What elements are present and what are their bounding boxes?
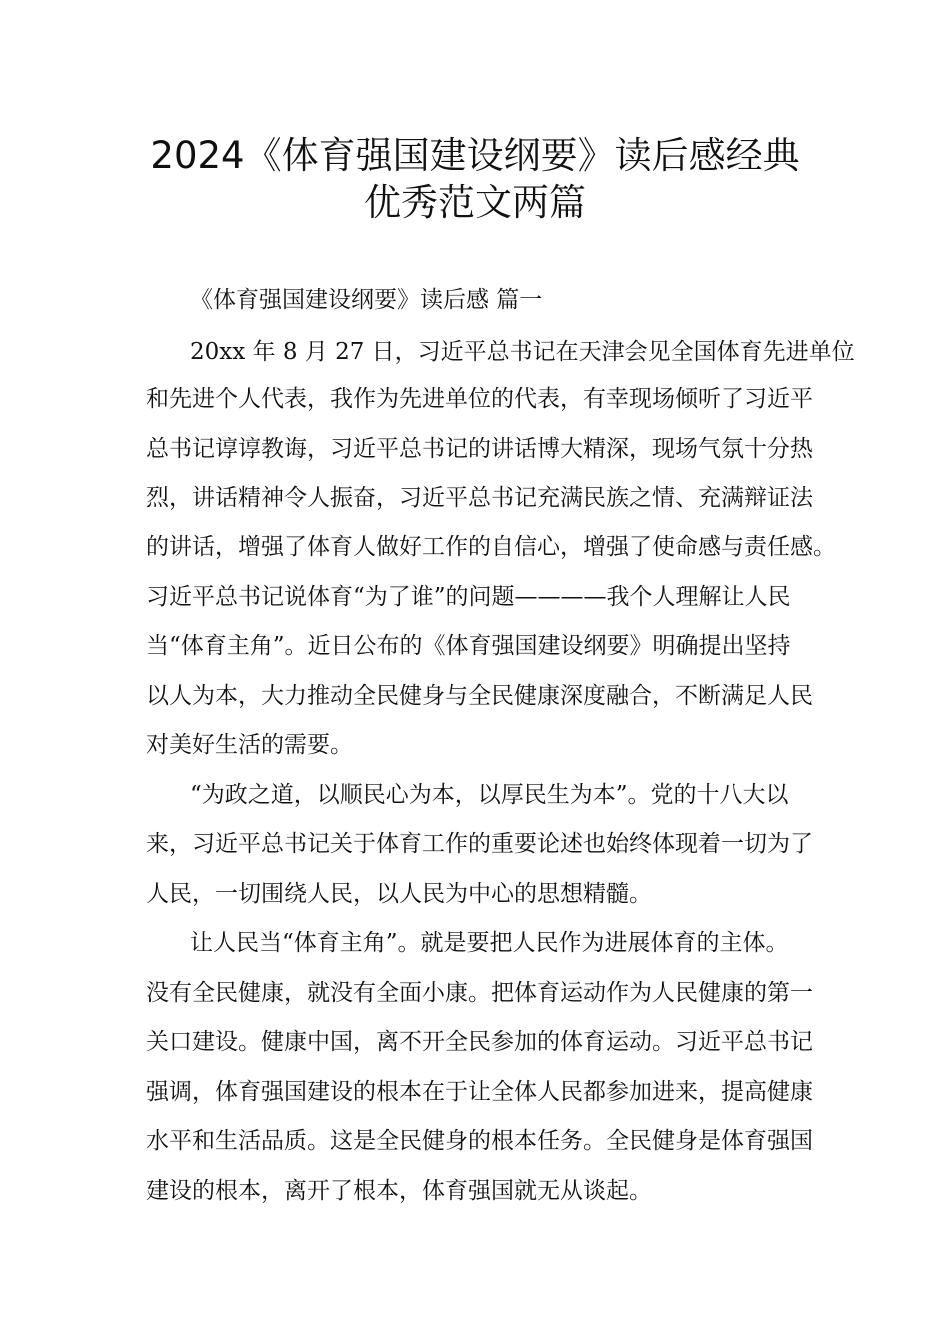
body-line: 20xx 年 8 月 27 日，习近平总书记在天津会见全国体育先进单位	[190, 339, 855, 365]
section-heading: 《体育强国建设纲要》读后感 篇一	[190, 287, 543, 313]
body-line: 建设的根本，离开了根本，体育强国就无从谈起。	[146, 1178, 652, 1204]
body-line: 人民，一切围绕人民，以人民为中心的思想精髓。	[146, 881, 652, 907]
document-title-line-2: 优秀范文两篇	[364, 181, 586, 224]
document-title-line-1: 2024《体育强国建设纲要》读后感经典	[150, 134, 800, 177]
body-line: 强调，体育强国建设的根本在于让全体人民都参加进来，提高健康	[146, 1079, 813, 1105]
body-line: 水平和生活品质。这是全民健身的根本任务。全民健身是体育强国	[146, 1128, 813, 1154]
body-line: 以人为本，大力推动全民健身与全民健康深度融合，不断满足人民	[146, 683, 813, 709]
body-line: 关口建设。健康中国，离不开全民参加的体育运动。习近平总书记	[146, 1029, 813, 1055]
body-line: 总书记谆谆教诲，习近平总书记的讲话博大精深，现场气氛十分热	[146, 436, 813, 462]
body-line: 对美好生活的需要。	[146, 732, 353, 758]
body-line: 的讲话，增强了体育人做好工作的自信心，增强了使命感与责任感。	[146, 534, 836, 560]
body-line: 和先进个人代表，我作为先进单位的代表，有幸现场倾听了习近平	[146, 386, 813, 412]
body-line: 没有全民健康，就没有全面小康。把体育运动作为人民健康的第一	[146, 980, 813, 1006]
body-line: 习近平总书记说体育“为了谁”的问题————我个人理解让人民	[146, 584, 791, 610]
body-line: “为政之道，以顺民心为本，以厚民生为本”。党的十八大以	[190, 782, 789, 808]
body-line: 让人民当“体育主角”。就是要把人民作为进展体育的主体。	[190, 930, 789, 956]
body-line: 来，习近平总书记关于体育工作的重要论述也始终体现着一切为了	[146, 831, 813, 857]
body-line: 烈，讲话精神令人振奋，习近平总书记充满民族之情、充满辩证法	[146, 485, 813, 511]
body-line: 当“体育主角”。近日公布的《体育强国建设纲要》明确提出坚持	[146, 633, 791, 659]
